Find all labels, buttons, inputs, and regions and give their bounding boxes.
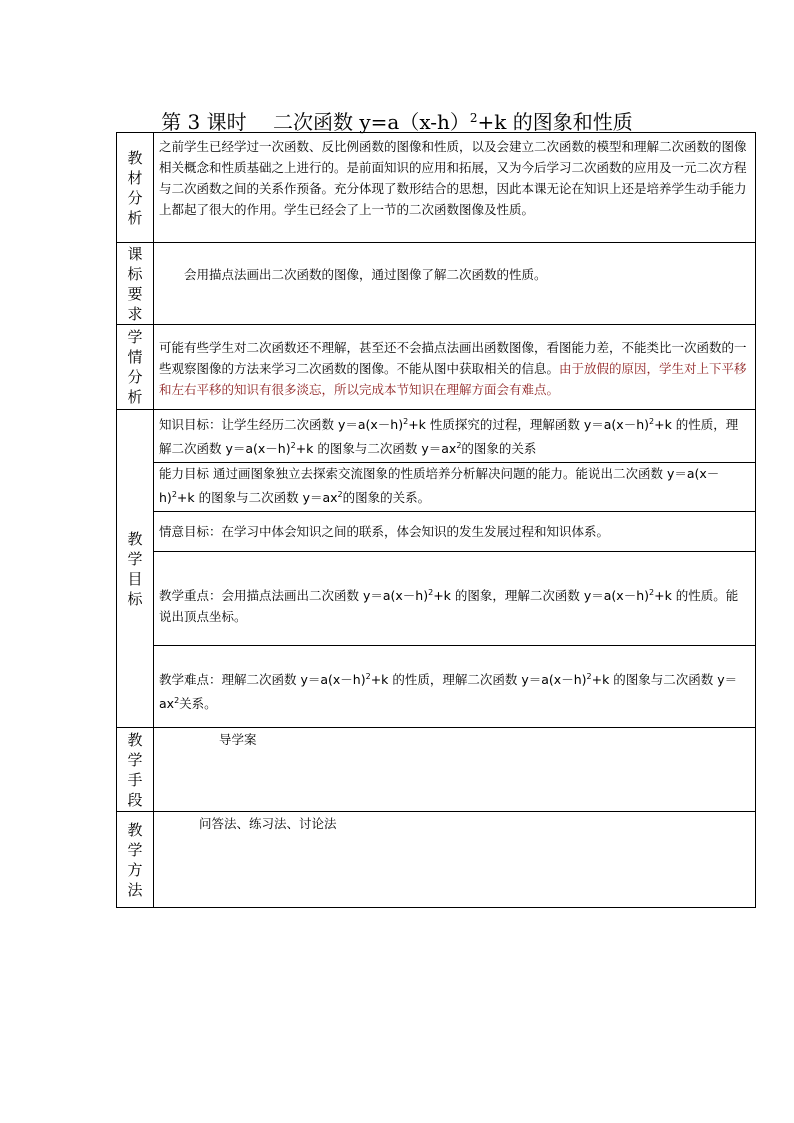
student-analysis-text bbox=[154, 325, 755, 403]
content-cell bbox=[154, 728, 756, 812]
row-teaching-methods bbox=[117, 812, 756, 908]
row-teaching-means bbox=[117, 728, 756, 812]
content-cell bbox=[154, 812, 756, 908]
superscript: 2 bbox=[174, 696, 180, 705]
superscript: 2 bbox=[649, 417, 655, 426]
content-cell bbox=[154, 552, 756, 646]
student-analysis-highlight: 由于放假的原因，学生对上下平移和左右平移的知识有很多淡忘 bbox=[159, 361, 747, 397]
curriculum-requirement-text: 会用描点法画出二次函数的图像，通过图像了解二次函数的性质。 bbox=[184, 267, 547, 282]
ability-goal-text bbox=[154, 463, 755, 511]
label-curriculum-requirement: 课标要求 bbox=[127, 244, 143, 323]
content-cell bbox=[154, 325, 756, 410]
superscript: 2 bbox=[290, 441, 296, 450]
content-cell bbox=[154, 646, 756, 728]
student-analysis-end: ，所以完成本节知识在理解方面会有难点。 bbox=[321, 382, 560, 397]
superscript: 2 bbox=[456, 441, 462, 450]
row-student-analysis bbox=[117, 325, 756, 410]
label-teaching-goals: 教学目标 bbox=[127, 529, 143, 608]
superscript: 2 bbox=[403, 417, 409, 426]
ability-goal-part: 的图象的关系。 bbox=[342, 490, 431, 505]
side-label-cell bbox=[117, 812, 154, 908]
side-label-cell bbox=[117, 243, 154, 325]
ability-goal-part: +k 的图象与二次函数 y＝ax bbox=[176, 490, 338, 505]
superscript: 2 bbox=[171, 490, 177, 499]
superscript: 2 bbox=[428, 588, 434, 597]
key-point-part: +k 的图象，理解二次函数 y＝a(x－h) bbox=[433, 588, 649, 603]
superscript: 2 bbox=[586, 672, 592, 681]
content-cell bbox=[154, 133, 756, 243]
row-curriculum-requirement bbox=[117, 243, 756, 325]
key-point-part: +k 的性质。能说出顶点坐标。 bbox=[159, 588, 739, 624]
knowledge-goal-part: +k 的图象与二次函数 y＝ax bbox=[295, 441, 457, 456]
knowledge-goal-text bbox=[154, 410, 755, 462]
row-teaching-goals-knowledge bbox=[117, 410, 756, 463]
lesson-plan-table bbox=[116, 132, 756, 908]
title-suffix: +k 的图象和性质 bbox=[477, 110, 633, 134]
difficulty-part: +k 的性质，理解二次函数 y＝a(x－h) bbox=[370, 672, 587, 687]
title-prefix: 第 3 课时 二次函数 y=a（x-h） bbox=[161, 110, 470, 134]
difficulty-part: 教学难点：理解二次函数 y＝a(x－h) bbox=[159, 672, 366, 687]
teaching-methods-text: 问答法、练习法、讨论法 bbox=[199, 816, 337, 831]
row-teaching-difficulty bbox=[117, 646, 756, 728]
knowledge-goal-part: +k 性质探究的过程，理解函数 y＝a(x－h) bbox=[408, 417, 649, 432]
key-point-text bbox=[154, 552, 755, 630]
label-textbook-analysis: 教材分析 bbox=[127, 148, 143, 227]
side-label-cell bbox=[117, 728, 154, 812]
row-teaching-goals-ability bbox=[117, 463, 756, 512]
label-student-analysis: 学情分析 bbox=[127, 328, 143, 406]
superscript: 2 bbox=[337, 490, 343, 499]
content-cell bbox=[154, 512, 756, 552]
content-cell bbox=[154, 463, 756, 512]
superscript: 2 bbox=[649, 588, 655, 597]
side-label-cell bbox=[117, 410, 154, 728]
content-cell bbox=[154, 243, 756, 325]
emotion-goal-text: 情意目标：在学习中体会知识之间的联系，体会知识的发生发展过程和知识体系。 bbox=[159, 524, 610, 539]
difficulty-text bbox=[154, 646, 755, 717]
knowledge-goal-part: 知识目标：让学生经历二次函数 y＝a(x－h) bbox=[159, 417, 404, 432]
title-superscript: 2 bbox=[469, 111, 478, 125]
side-label-cell bbox=[117, 133, 154, 243]
difficulty-part: +k 的图象与二次函数 y＝ax bbox=[159, 672, 738, 711]
knowledge-goal-part: 的图象的关系 bbox=[461, 441, 537, 456]
ability-goal-part: 能力目标 通过画图象独立去探索交流图象的性质培养分析解决问题的能力。能说出二次函数 y＝a(x－h) bbox=[159, 466, 720, 505]
label-teaching-means: 教学手段 bbox=[127, 730, 143, 809]
superscript: 2 bbox=[365, 672, 371, 681]
row-teaching-key-point bbox=[117, 552, 756, 646]
row-teaching-goals-emotion bbox=[117, 512, 756, 552]
teaching-means-text: 导学案 bbox=[219, 732, 257, 747]
textbook-analysis-text: 之前学生已经学过一次函数、反比例函数的图像和性质，以及会建立二次函数的模型和理解二次函数的图像相关概念和性质基础之上进行的。是前面知识的应用和拓展，又为今后学习二次函数的应用及一元二次方程与二次函数之间的关系作预备。充分体现了数形结合的思想，因此本课无论在知识上还是培养学生动手能力上都起了很大的作用。学生已经会了上一节的二次函数图像及性质。 bbox=[159, 139, 747, 217]
side-label-cell bbox=[117, 325, 154, 410]
knowledge-goal-part: +k 的性质，理解二次函数 y＝a(x－h) bbox=[159, 417, 739, 456]
content-cell bbox=[154, 410, 756, 463]
label-teaching-methods: 教学方法 bbox=[127, 820, 143, 899]
key-point-part: 教学重点：会用描点法画出二次函数 y＝a(x－h) bbox=[159, 588, 429, 603]
difficulty-part: 关系。 bbox=[179, 696, 217, 711]
student-analysis-main: 可能有些学生对二次函数还不理解，甚至还不会描点法画出函数图像，看图能力差，不能类比一次函数的一些观察图像的方法来学习二次函数的图像。不能从图中获取相关的信息。 bbox=[159, 340, 747, 376]
row-textbook-analysis bbox=[117, 133, 756, 243]
